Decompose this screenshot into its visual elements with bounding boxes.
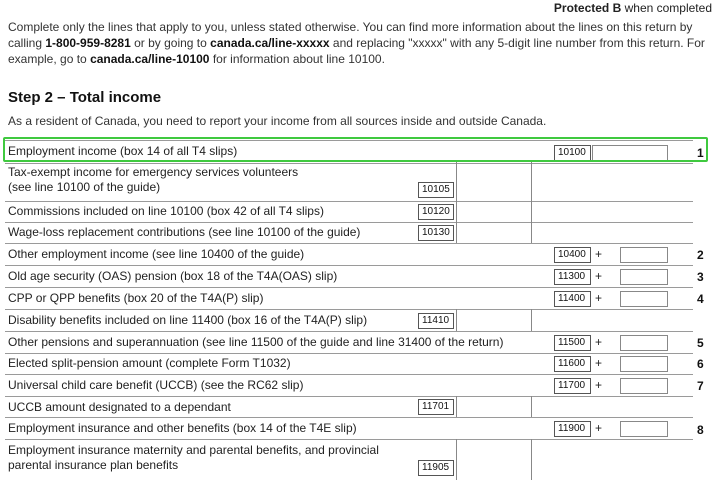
amount-field[interactable]: [620, 291, 668, 307]
row-label-line2: parental insurance plan benefits: [8, 458, 179, 472]
step-2-title: Step 2 – Total income: [8, 89, 162, 106]
protected-b-label: Protected B: [553, 1, 622, 15]
amount-field[interactable]: [456, 439, 532, 480]
amount-field[interactable]: [620, 356, 668, 372]
plus-sign: +: [595, 335, 603, 349]
amount-field[interactable]: [620, 335, 668, 351]
line-code-box: 10105: [418, 182, 454, 198]
amount-field[interactable]: [456, 222, 532, 243]
row-label: UCCB amount designated to a dependant: [8, 400, 231, 414]
line-number: 2: [697, 248, 704, 262]
row-tax-exempt-volunteers: [5, 162, 693, 202]
amount-field[interactable]: [620, 378, 668, 394]
resident-instruction: As a resident of Canada, you need to report your income from all sources inside and outside Canada.: [8, 114, 547, 128]
protected-b-notice: [554, 1, 712, 15]
row-split-pension: [5, 353, 704, 375]
line-code-box: 10130: [418, 225, 454, 241]
amount-field[interactable]: [456, 309, 532, 331]
row-label: Employment income (box 14 of all T4 slips): [8, 144, 238, 158]
when-completed-text: when completed: [621, 1, 712, 15]
intro-text-3: and replacing "xxxxx" with any 5-digit line number from this return. For example, go to: [8, 36, 705, 66]
row-label: Wage-loss replacement contributions (see line 10100 of the guide): [8, 225, 361, 239]
intro-text-1: Complete only the lines that apply to you, unless stated otherwise. You can find more information about the lines on this return by calling: [8, 20, 693, 50]
row-label: Other pensions and superannuation (see line 11500 of the guide and line 31400 of the return): [8, 335, 504, 349]
line-code-box: 10120: [418, 204, 454, 220]
line-number: 1: [697, 146, 704, 160]
line-code-box: 11905: [418, 460, 454, 476]
line-number: 4: [697, 292, 704, 306]
row-employment-insurance: [5, 417, 704, 440]
intro-text-4: for information about line 10100.: [209, 52, 385, 66]
line-url-example[interactable]: canada.ca/line-10100: [90, 52, 210, 66]
plus-sign: +: [595, 378, 603, 392]
row-uccb: [5, 374, 704, 397]
line-code-box: 10100: [554, 145, 591, 161]
row-label: Other employment income (see line 10400 of the guide): [8, 247, 305, 261]
line-code-box: 11700: [554, 378, 591, 394]
amount-field[interactable]: [456, 162, 532, 201]
row-label: Elected split-pension amount (complete Form T1032): [8, 356, 291, 370]
amount-field[interactable]: [620, 269, 668, 285]
line-code-box: 11410: [418, 313, 454, 329]
line-code-box: 11600: [554, 356, 591, 372]
phone-number: 1-800-959-8281: [45, 36, 131, 50]
row-oas-pension: [5, 265, 704, 288]
row-label: Commissions included on line 10100 (box 42 of all T4 slips): [8, 204, 324, 218]
intro-paragraph: [8, 19, 713, 67]
line-url-template[interactable]: canada.ca/line-xxxxx: [210, 36, 330, 50]
line-code-box: 11900: [554, 421, 591, 437]
row-ei-maternity-parental: [5, 439, 693, 480]
line-number: 5: [697, 336, 704, 350]
row-label-line1: Tax-exempt income for emergency services volunteers: [8, 165, 299, 179]
line-number: 7: [697, 379, 704, 393]
row-label: Disability benefits included on line 11400 (box 16 of the T4A(P) slip): [8, 313, 368, 327]
line-number: 8: [697, 423, 704, 437]
row-other-pensions: [5, 331, 704, 354]
row-commissions: [5, 201, 693, 223]
intro-text-2: or by going to: [130, 36, 211, 50]
line-number: 3: [697, 270, 704, 284]
employment-income-highlight: [3, 137, 708, 162]
row-label-line2: (see line 10100 of the guide): [8, 180, 161, 194]
amount-field[interactable]: [456, 396, 532, 417]
amount-field[interactable]: [456, 201, 532, 222]
line-code-box: 11300: [554, 269, 591, 285]
row-label: Old age security (OAS) pension (box 18 of the T4A(OAS) slip): [8, 269, 338, 283]
amount-field[interactable]: [620, 247, 668, 263]
plus-sign: +: [595, 356, 603, 370]
row-label-line1: Employment insurance maternity and parental benefits, and provincial: [8, 443, 379, 457]
row-cpp-qpp-benefits: [5, 287, 704, 310]
amount-field[interactable]: [620, 421, 668, 437]
plus-sign: +: [595, 247, 603, 261]
row-other-employment-income: [5, 243, 704, 266]
row-disability-benefits: [5, 309, 693, 332]
row-wage-loss: [5, 222, 693, 244]
plus-sign: +: [595, 421, 603, 435]
row-label: Employment insurance and other benefits (box 14 of the T4E slip): [8, 421, 357, 435]
plus-sign: +: [595, 291, 603, 305]
line-code-box: 10400: [554, 247, 591, 263]
line-code-box: 11400: [554, 291, 591, 307]
row-uccb-dependant: [5, 396, 693, 418]
line-code-box: 11701: [418, 399, 454, 415]
row-label: CPP or QPP benefits (box 20 of the T4A(P) slip): [8, 291, 264, 305]
line-code-box: 11500: [554, 335, 591, 351]
line-number: 6: [697, 357, 704, 371]
row-label: Universal child care benefit (UCCB) (see the RC62 slip): [8, 378, 304, 392]
plus-sign: +: [595, 269, 603, 283]
